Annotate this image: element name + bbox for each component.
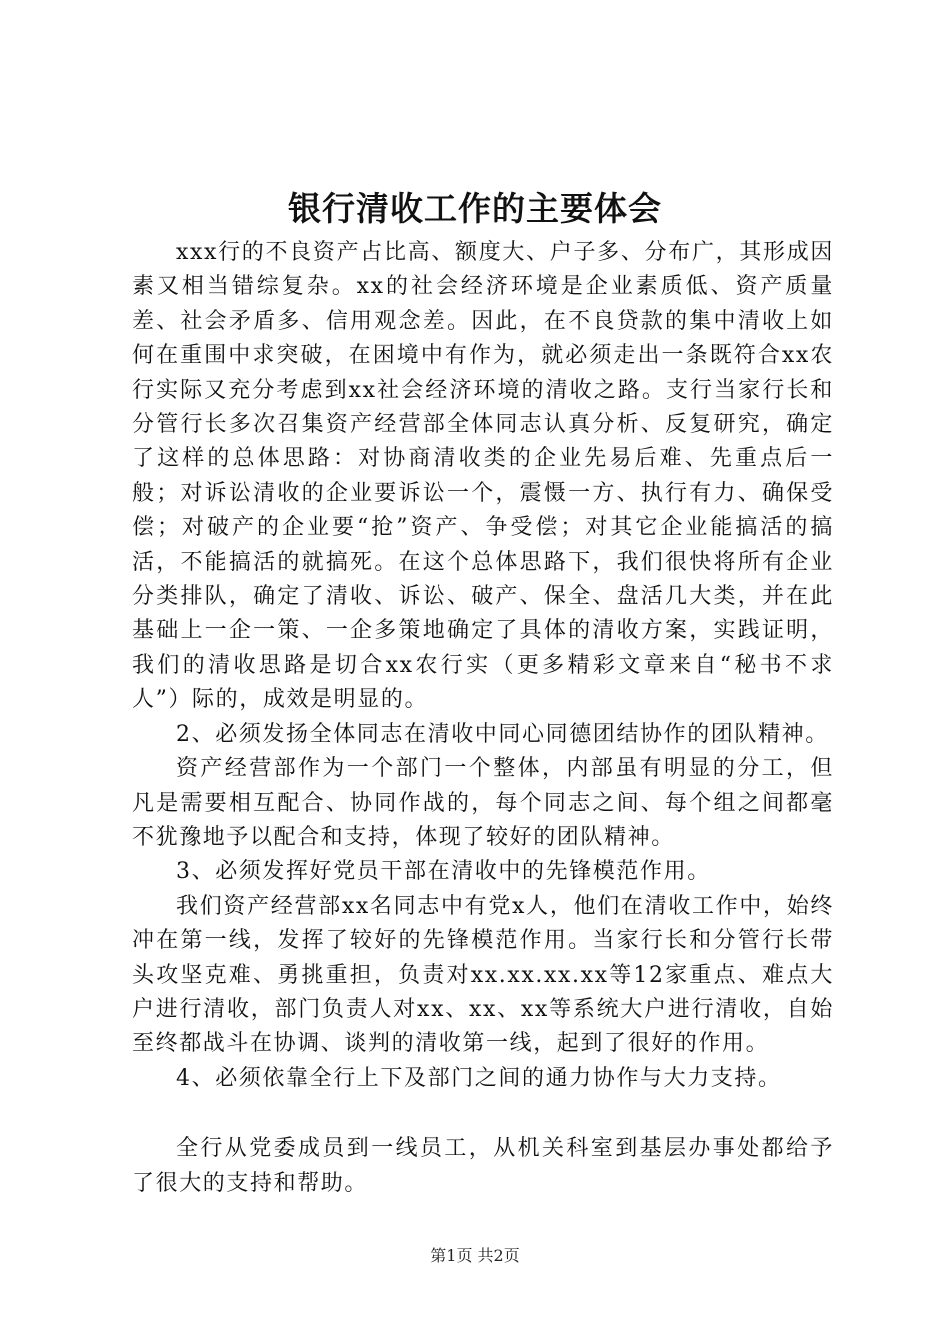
document-title: 银行清收工作的主要体会 — [288, 189, 662, 228]
paragraph-heading-2: 2、必须发扬全体同志在清收中同心同德团结协作的团队精神。 — [176, 721, 829, 747]
paragraph-support: 全行从党委成员到一线员工，从机关科室到基层办事处都给予了很大的支持和帮助。 — [132, 1136, 834, 1196]
paragraph-intro: xxx行的不良资产占比高、额度大、户子多、分布广，其形成因素又相当错综复杂。xx的社会经济环境是企业素质低、资产质量差、社会矛盾多、信用观念差。因此，在不良贷款的集中清收上如何在重围中求突破，在困境中有作为，就必须走出一条既符合xx农行实际又充分考虑到xx社会经济环境的清收之路。支行当家行长和分管行长多次召集资产经营部全体同志认真分析、反复研究，确定了这样的总体思路：对协商清收类的企业先易后难、先重点后一般；对诉讼清收的企业要诉讼一个，震慑一方、执行有力、确保受偿；对破产的企业要“抢”资产、争受偿；对其它企业能搞活的搞活，不能搞活的就搞死。在这个总体思路下，我们很快将所有企业分类排队，确定了清收、诉讼、破产、保全、盘活几大类，并在此基础上一企一策、一企多策地确定了具体的清收方案，实践证明，我们的清收思路是切合xx农行实（更多精彩文章来自“秘书不求人”）际的，成效是明显的。 — [132, 240, 834, 713]
paragraph-party-members: 我们资产经营部xx名同志中有党x人，他们在清收工作中，始终冲在第一线，发挥了较好的先锋模范作用。当家行长和分管行长带头攻坚克难、勇挑重担，负责对xx.xx.xx.xx等12家重点、难点大户进行清收，部门负责人对xx、xx、xx等系统大户进行清收，自始至终都战斗在协调、谈判的清收第一线，起到了很好的作用。 — [132, 893, 834, 1057]
document-body — [132, 236, 834, 1201]
page-number-footer: 第1页 共2页 — [430, 1246, 520, 1265]
paragraph-heading-3: 3、必须发挥好党员干部在清收中的先锋模范作用。 — [176, 859, 711, 885]
paragraph-team-spirit: 资产经营部作为一个部门一个整体，内部虽有明显的分工，但凡是需要相互配合、协同作战的，每个同志之间、每个组之间都毫不犹豫地予以配合和支持，体现了较好的团队精神。 — [132, 756, 834, 850]
paragraph-heading-4: 4、必须依靠全行上下及部门之间的通力协作与大力支持。 — [176, 1065, 782, 1091]
